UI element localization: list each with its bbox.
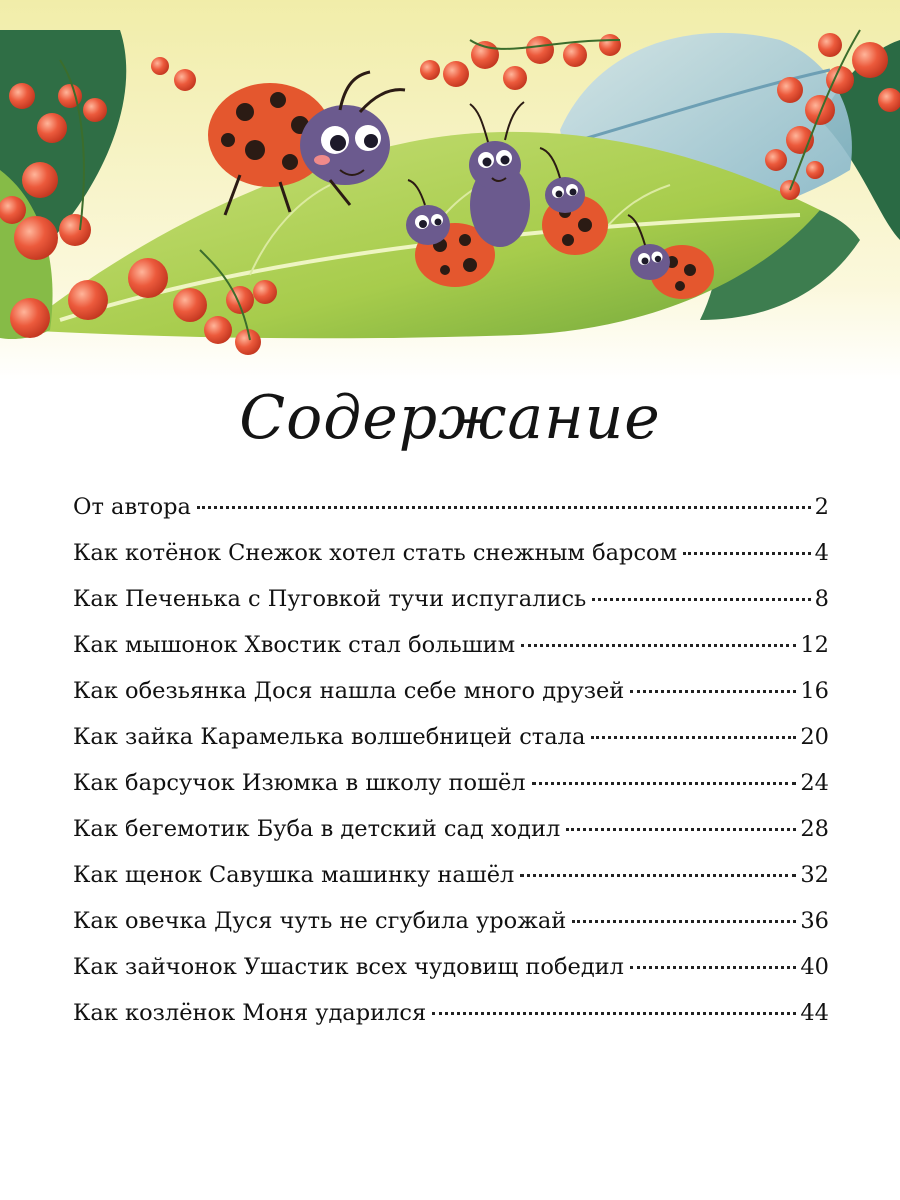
toc-entry-title: Как зайка Карамелька волшебницей стала bbox=[73, 724, 586, 750]
toc-entry-title: Как овечка Дуся чуть не сгубила урожай bbox=[73, 908, 567, 934]
toc-entry-title: Как мышонок Хвостик стал большим bbox=[73, 632, 516, 658]
toc-entry-page-number: 20 bbox=[800, 724, 829, 750]
page-title: Содержание bbox=[239, 383, 661, 453]
toc-dot-leader bbox=[630, 690, 796, 693]
toc-dot-leader bbox=[630, 966, 796, 969]
toc-entry-title: Как козлёнок Моня ударился bbox=[73, 1000, 427, 1026]
toc-dot-leader bbox=[432, 1012, 796, 1015]
toc-dot-leader bbox=[532, 782, 797, 785]
toc-entry-title: Как зайчонок Ушастик всех чудовищ победил bbox=[73, 954, 624, 980]
toc-dot-leader bbox=[197, 506, 811, 509]
toc-dot-leader bbox=[566, 828, 796, 831]
toc-entry-page-number: 40 bbox=[800, 954, 829, 980]
toc-entry-title: Как бегемотик Буба в детский сад ходил bbox=[73, 816, 561, 842]
toc-entry-title: Как Печенька с Пуговкой тучи испугались bbox=[73, 586, 587, 612]
toc-entry-title: Как щенок Савушка машинку нашёл bbox=[73, 862, 515, 888]
table-of-contents bbox=[73, 494, 829, 1046]
toc-entry[interactable] bbox=[73, 540, 829, 586]
toc-entry[interactable] bbox=[73, 954, 829, 1000]
toc-entry-title: Как барсучок Изюмка в школу пошёл bbox=[73, 770, 526, 796]
toc-entry[interactable] bbox=[73, 586, 829, 632]
toc-entry-title: Как обезьянка Дося нашла себе много друзей bbox=[73, 678, 625, 704]
toc-entry[interactable] bbox=[73, 632, 829, 678]
toc-entry-page-number: 12 bbox=[800, 632, 829, 658]
toc-dot-leader bbox=[683, 552, 811, 555]
toc-dot-leader bbox=[591, 736, 796, 739]
toc-entry[interactable] bbox=[73, 862, 829, 908]
toc-entry[interactable] bbox=[73, 908, 829, 954]
toc-entry[interactable] bbox=[73, 724, 829, 770]
toc-entry-page-number: 24 bbox=[800, 770, 829, 796]
toc-entry-page-number: 8 bbox=[814, 586, 829, 612]
toc-entry[interactable] bbox=[73, 770, 829, 816]
toc-entry[interactable] bbox=[73, 494, 829, 540]
ladybugs-illustration bbox=[0, 0, 900, 380]
toc-dot-leader bbox=[572, 920, 796, 923]
toc-entry-page-number: 32 bbox=[800, 862, 829, 888]
toc-dot-leader bbox=[520, 874, 796, 877]
toc-entry-page-number: 44 bbox=[800, 1000, 829, 1026]
toc-entry-page-number: 28 bbox=[800, 816, 829, 842]
toc-entry-page-number: 4 bbox=[814, 540, 829, 566]
toc-entry-page-number: 36 bbox=[800, 908, 829, 934]
toc-dot-leader bbox=[521, 644, 796, 647]
toc-entry[interactable] bbox=[73, 1000, 829, 1046]
toc-entry[interactable] bbox=[73, 678, 829, 724]
toc-entry-page-number: 16 bbox=[800, 678, 829, 704]
toc-entry-page-number: 2 bbox=[814, 494, 829, 520]
toc-entry-title: Как котёнок Снежок хотел стать снежным барсом bbox=[73, 540, 678, 566]
toc-entry[interactable] bbox=[73, 816, 829, 862]
toc-dot-leader bbox=[592, 598, 810, 601]
toc-entry-title: От автора bbox=[73, 494, 191, 520]
